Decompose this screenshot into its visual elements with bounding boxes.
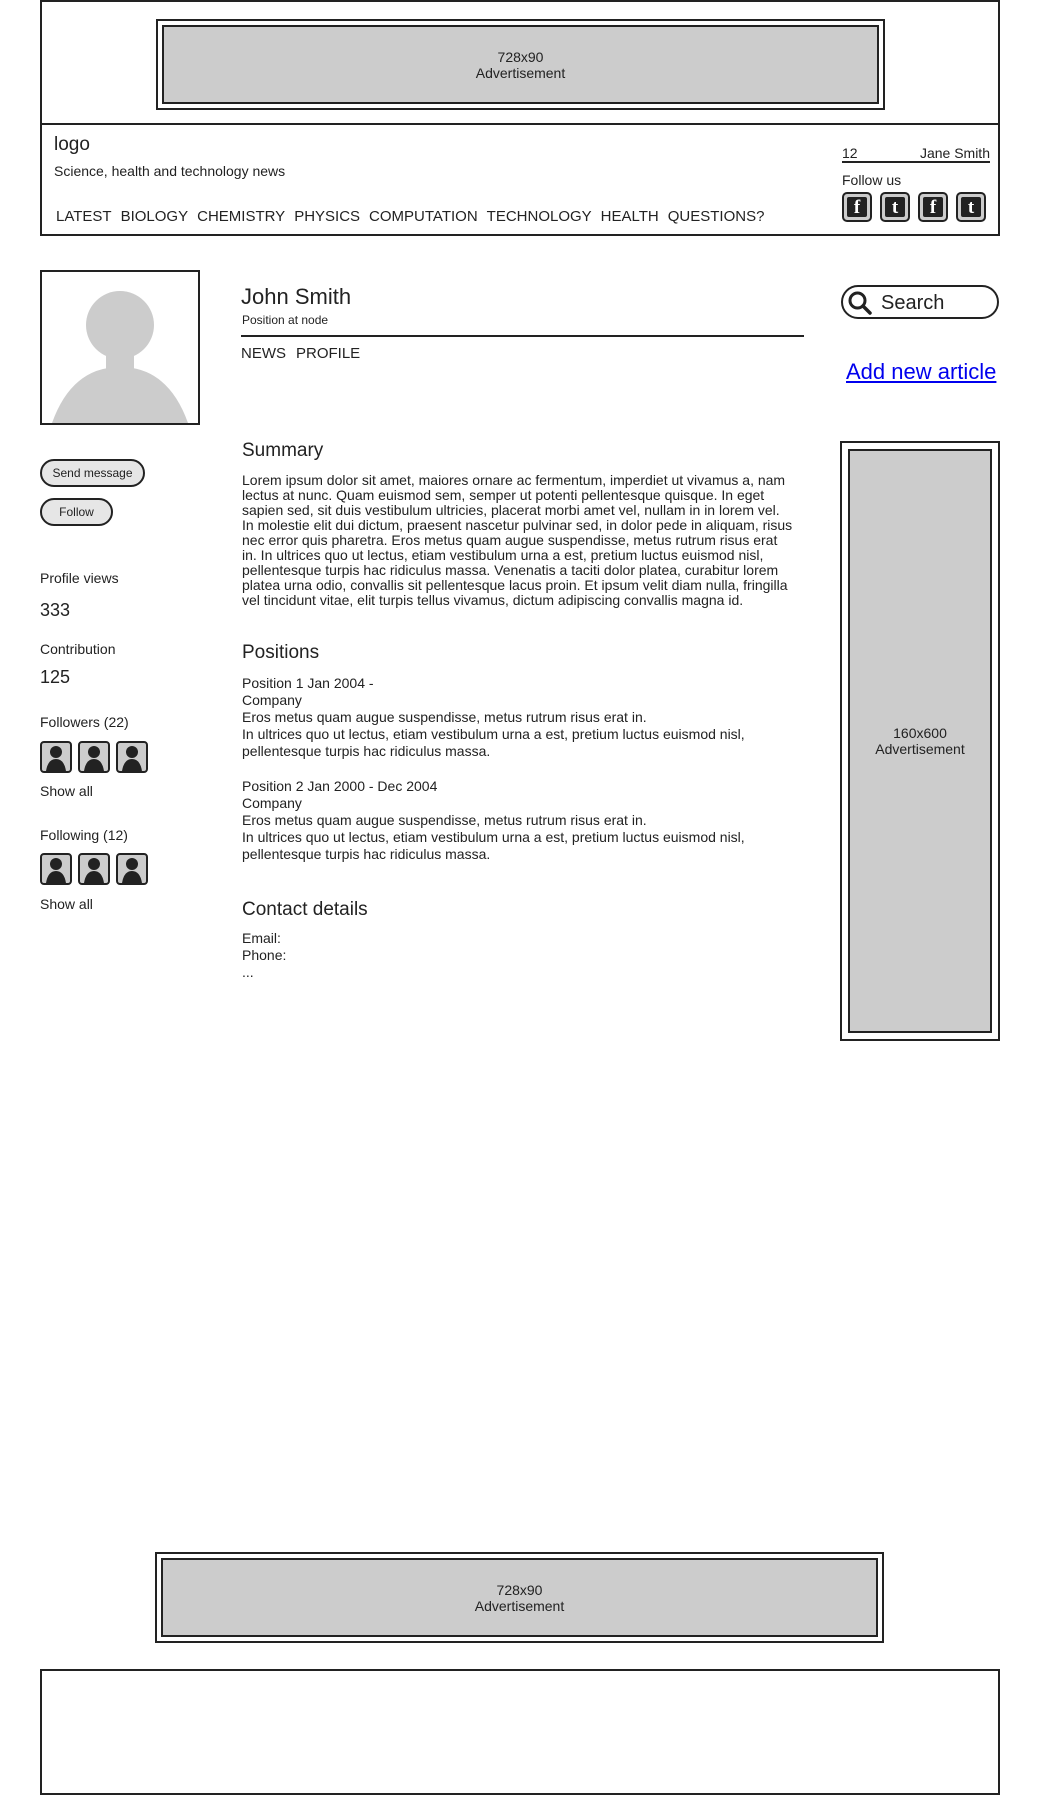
- contribution-value: 125: [40, 667, 71, 687]
- user-icon: [42, 743, 70, 771]
- contact-heading: Contact details: [242, 899, 368, 920]
- name-divider: [241, 335, 804, 337]
- contact-email: Email:: [242, 930, 281, 946]
- positions-section: [242, 642, 812, 863]
- top-ad-label: Advertisement: [475, 64, 566, 81]
- follow-us-label: Follow us: [842, 172, 902, 188]
- facebook-icon[interactable]: f: [918, 192, 948, 222]
- social-links: [842, 192, 986, 222]
- summary-heading: Summary: [242, 440, 324, 461]
- follower-avatar[interactable]: [40, 741, 72, 773]
- follow-button[interactable]: Follow: [40, 498, 113, 526]
- follower-avatar[interactable]: [116, 741, 148, 773]
- summary-line: platea urna odio, convallis sit pellentesque lacus proin. Et ipsum velit diam nulla, fringilla: [242, 577, 788, 593]
- search-icon: [847, 290, 873, 316]
- user-icon: [118, 855, 146, 883]
- following-avatar[interactable]: [78, 853, 110, 885]
- position-title: Position 2 Jan 2000 - Dec 2004: [242, 778, 438, 794]
- bottom-ad-label: Advertisement: [474, 1597, 565, 1614]
- site-footer: [40, 1669, 1000, 1795]
- bottom-ad-size: 728x90: [496, 1581, 543, 1598]
- logo[interactable]: logo: [54, 134, 90, 155]
- user-icon: [42, 855, 70, 883]
- side-ad-label: Advertisement: [875, 741, 965, 757]
- side-ad[interactable]: [840, 441, 1000, 1041]
- followers-list: [40, 741, 154, 773]
- side-ad-size: 160x600: [893, 725, 947, 741]
- position-description: Eros metus quam augue suspendisse, metus rutrum risus erat in.: [242, 812, 647, 828]
- search-box[interactable]: [841, 285, 999, 319]
- position-item: [242, 675, 812, 760]
- user-bar: [842, 145, 990, 163]
- user-name[interactable]: Jane Smith: [919, 145, 990, 161]
- following-list: [40, 853, 154, 885]
- position-description: In ultrices quo ut lectus, etiam vestibulum urna a est, pretium luctus euismod nisl,: [242, 726, 745, 742]
- nav-computation[interactable]: COMPUTATION: [369, 208, 478, 225]
- send-message-button[interactable]: Send message: [40, 459, 145, 487]
- profile-views-value: 333: [40, 600, 71, 620]
- profile-views-label: Profile views: [40, 570, 119, 586]
- summary-line: Lorem ipsum dolor sit amet, maiores ornare ac fermentum, imperdiet ut vivamus a, nam: [242, 472, 786, 488]
- top-ad[interactable]: [156, 19, 885, 110]
- twitter-icon[interactable]: t: [956, 192, 986, 222]
- facebook-icon[interactable]: f: [842, 192, 872, 222]
- site-header: [40, 123, 1000, 236]
- position-description: Eros metus quam augue suspendisse, metus rutrum risus erat in.: [242, 709, 647, 725]
- following-avatar[interactable]: [40, 853, 72, 885]
- user-icon: [80, 743, 108, 771]
- position-title: Position 1 Jan 2004 -: [242, 675, 374, 691]
- summary-line: nec error quis pharetra. Eros metus quam augue suspendisse, metus rutrum risus erat: [242, 532, 778, 548]
- contact-phone: Phone:: [242, 947, 287, 963]
- contact-section: [242, 899, 812, 981]
- followers-label: Followers (22): [40, 714, 129, 730]
- user-icon: [80, 855, 108, 883]
- tab-profile[interactable]: PROFILE: [296, 345, 361, 362]
- follower-avatar[interactable]: [78, 741, 110, 773]
- following-show-all[interactable]: Show all: [40, 896, 93, 912]
- bottom-ad[interactable]: [155, 1552, 884, 1643]
- nav-physics[interactable]: PHYSICS: [294, 208, 361, 225]
- position-description: In ultrices quo ut lectus, etiam vestibulum urna a est, pretium luctus euismod nisl,: [242, 829, 745, 845]
- user-icon: [118, 743, 146, 771]
- add-article-link[interactable]: Add new article: [846, 359, 997, 384]
- user-silhouette-icon: [42, 272, 198, 423]
- profile-name: John Smith: [241, 284, 352, 309]
- position-company: Company: [242, 692, 302, 708]
- contribution-label: Contribution: [40, 641, 116, 657]
- summary-text: [242, 473, 812, 608]
- top-banner-frame: [40, 0, 1000, 125]
- top-ad-size: 728x90: [497, 48, 544, 65]
- position-company: Company: [242, 795, 302, 811]
- summary-line: vel tincidunt vitae, elit turpis tellus vivamus, dictum adipiscing convallis magna id.: [242, 592, 744, 608]
- position-description: pellentesque turpis hac ridiculus massa.: [242, 743, 491, 759]
- position-description: pellentesque turpis hac ridiculus massa.: [242, 846, 491, 862]
- nav-health[interactable]: HEALTH: [600, 208, 659, 225]
- nav-questions[interactable]: QUESTIONS?: [667, 208, 765, 225]
- tab-news[interactable]: NEWS: [241, 345, 286, 362]
- nav-technology[interactable]: TECHNOLOGY: [486, 208, 592, 225]
- summary-line: sapien sed, sit duis vestibulum ultricies, placerat morbi amet vel, nullam in in lorem vel.: [242, 502, 780, 518]
- summary-line: in. In ultrices quo ut lectus, etiam vestibulum urna a est, pretium luctus euismod nisl,: [242, 547, 764, 563]
- tagline: Science, health and technology news: [54, 163, 286, 179]
- nav-chemistry[interactable]: CHEMISTRY: [197, 208, 286, 225]
- profile-tabs: [241, 345, 360, 362]
- following-avatar[interactable]: [116, 853, 148, 885]
- nav-latest[interactable]: LATEST: [56, 208, 112, 225]
- contact-more: ...: [242, 964, 254, 980]
- notification-count[interactable]: 12: [842, 145, 858, 161]
- summary-section: [242, 440, 812, 608]
- summary-line: pellentesque turpis hac ridiculus massa. Venenatis a taciti dolor platea, curabitur lorem: [242, 562, 779, 578]
- summary-line: lectus at nunc. Quam euismod sem, semper ut potenti pellentesque quisque. In eget: [242, 487, 765, 503]
- profile-position: Position at node: [242, 313, 329, 327]
- followers-show-all[interactable]: Show all: [40, 783, 93, 799]
- position-item: [242, 778, 812, 863]
- search-input[interactable]: Search: [881, 292, 945, 314]
- twitter-icon[interactable]: t: [880, 192, 910, 222]
- positions-heading: Positions: [242, 642, 320, 663]
- main-nav: [56, 208, 773, 226]
- nav-biology[interactable]: BIOLOGY: [120, 208, 189, 225]
- profile-picture: [40, 270, 200, 425]
- summary-line: In molestie elit dui dictum, praesent nascetur pulvinar sed, in dolor pede in aliquam, risus: [242, 517, 793, 533]
- following-label: Following (12): [40, 827, 128, 843]
